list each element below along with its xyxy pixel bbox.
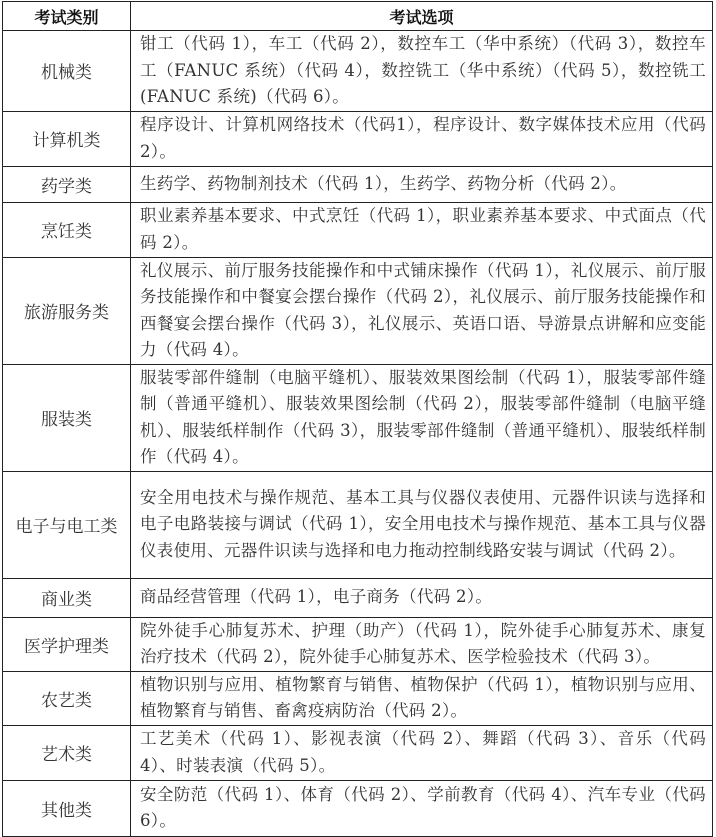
table-row	[3, 780, 713, 836]
table-row	[3, 166, 713, 202]
options-cell: 生药学、药物制剂技术（代码 1），生药学、药物分析（代码 2）。	[131, 166, 713, 202]
table-row	[3, 364, 713, 471]
options-cell: 院外徒手心肺复苏术、护理（助产）（代码 1），院外徒手心肺复苏术、康复治疗技术（代码 2），院外徒手心肺复苏术、医学检验技术（代码 3）。	[131, 617, 713, 671]
options-cell: 服装零部件缝制（电脑平缝机）、服装效果图绘制（代码 1），服装零部件缝制（普通平缝机）、服装效果图绘制（代码 2），服装零部件缝制（电脑平缝机）、服装纸样制作（代码 3），服装零部件缝制（普通平缝机）、服装纸样制作（代码 4）。	[131, 364, 713, 471]
table-row	[3, 725, 713, 780]
options-cell: 商品经营管理（代码 1），电子商务（代码 2）。	[131, 578, 713, 617]
table-row	[3, 578, 713, 617]
category-cell: 机械类	[3, 31, 131, 112]
category-cell: 其他类	[3, 780, 131, 836]
table-row	[3, 671, 713, 725]
table-row	[3, 257, 713, 364]
header-category: 考试类别	[3, 2, 131, 31]
exam-options-table	[2, 1, 713, 837]
options-cell: 钳工（代码 1），车工（代码 2），数控车工（华中系统）（代码 3），数控车工（FANUC 系统）（代码 4），数控铣工（华中系统）（代码 5），数控铣工(FANUC 系统)（代码 6）。	[131, 31, 713, 112]
options-cell: 程序设计、计算机网络技术（代码1），程序设计、数字媒体技术应用（代码2）。	[131, 111, 713, 166]
options-cell: 职业素养基本要求、中式烹饪（代码 1），职业素养基本要求、中式面点（代码 2）。	[131, 202, 713, 257]
header-options: 考试选项	[131, 2, 713, 31]
options-cell: 安全防范（代码 1）、体育（代码 2）、学前教育（代码 4）、汽车专业（代码 6）。	[131, 780, 713, 836]
options-cell: 礼仪展示、前厅服务技能操作和中式铺床操作（代码 1），礼仪展示、前厅服务技能操作和中餐宴会摆台操作（代码 2），礼仪展示、前厅服务技能操作和西餐宴会摆台操作（代码 3），礼仪展示、英语口语、导游景点讲解和应变能力（代码 4）。	[131, 257, 713, 364]
category-cell: 电子与电工类	[3, 471, 131, 578]
table-row	[3, 202, 713, 257]
category-cell: 计算机类	[3, 111, 131, 166]
category-cell: 药学类	[3, 166, 131, 202]
category-cell: 旅游服务类	[3, 257, 131, 364]
category-cell: 医学护理类	[3, 617, 131, 671]
options-cell: 工艺美术（代码 1）、影视表演（代码 2）、舞蹈（代码 3）、音乐（代码 4）、时装表演（代码 5）。	[131, 725, 713, 780]
table-row	[3, 31, 713, 112]
category-cell: 农艺类	[3, 671, 131, 725]
table-header-row	[3, 2, 713, 31]
category-cell: 商业类	[3, 578, 131, 617]
category-cell: 艺术类	[3, 725, 131, 780]
table-row	[3, 617, 713, 671]
table-row	[3, 111, 713, 166]
category-cell: 烹饪类	[3, 202, 131, 257]
options-cell: 植物识别与应用、植物繁育与销售、植物保护（代码 1），植物识别与应用、植物繁育与销售、畜禽疫病防治（代码 2）。	[131, 671, 713, 725]
options-cell: 安全用电技术与操作规范、基本工具与仪器仪表使用、元器件识读与选择和电子电路装接与调试（代码 1），安全用电技术与操作规范、基本工具与仪器仪表使用、元器件识读与选择和电力拖动控制线路安装与调试（代码 2）。	[131, 471, 713, 578]
table-row	[3, 471, 713, 578]
category-cell: 服装类	[3, 364, 131, 471]
